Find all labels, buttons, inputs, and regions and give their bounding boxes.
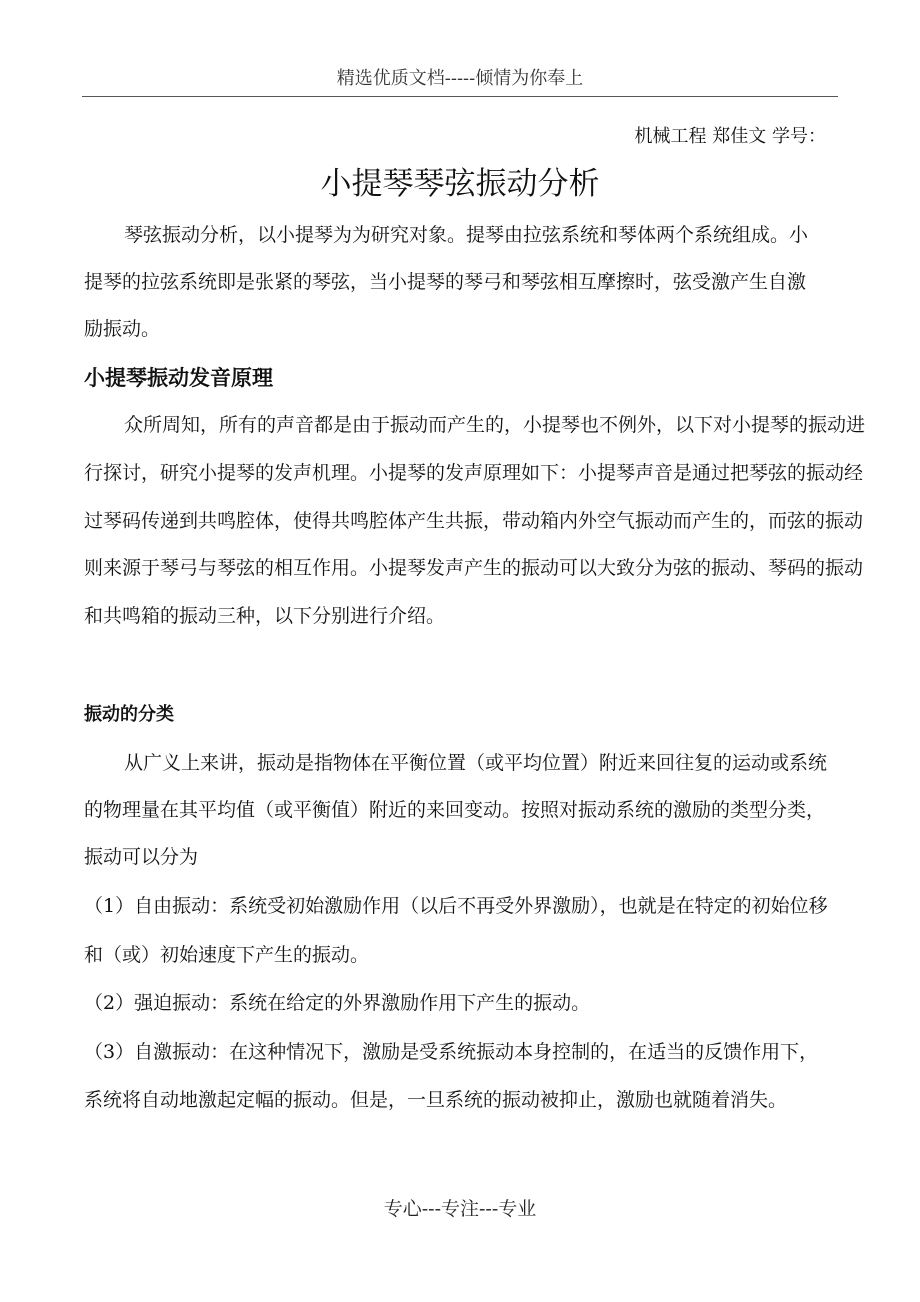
classification-text: 从广义上来讲，振动是指物体在平衡位置（或平均位置）附近来回往复的运动或系统的物理量在其平均值（或平衡值）附近的来回变动。按照对振动系统的激励的类型分类，振动可以分为 bbox=[84, 752, 828, 868]
section-heading-principle: 小提琴振动发音原理 bbox=[84, 366, 273, 390]
list-item-free-vibration: （1）自由振动：系统受初始激励作用（以后不再受外界激励），也就是在特定的初始位移和（或）初始速度下产生的振动。 bbox=[84, 895, 828, 966]
classification-paragraph bbox=[84, 740, 829, 881]
vibration-types-list bbox=[84, 882, 832, 1125]
principle-paragraph bbox=[84, 402, 866, 641]
section-heading-classification: 振动的分类 bbox=[84, 704, 174, 725]
page-header: 精选优质文档-----倾情为你奉上 bbox=[82, 64, 838, 97]
page-footer: 专心---专注---专业 bbox=[383, 1198, 537, 1220]
principle-text: 众所周知，所有的声音都是由于振动而产生的，小提琴也不例外，以下对小提琴的振动进行探讨，研究小提琴的发声机理。小提琴的发声原理如下：小提琴声音是通过把琴弦的振动经过琴码传递到共鸣腔体，使得共鸣腔体产生共振，带动箱内外空气振动而产生的，而弦的振动则来源于琴弓与琴弦的相互作用。小提琴发声产生的振动可以大致分为弦的振动、琴码的振动和共鸣箱的振动三种，以下分别进行介绍。 bbox=[84, 414, 866, 628]
intro-text: 琴弦振动分析，以小提琴为为研究对象。提琴由拉弦系统和琴体两个系统组成。小提琴的拉弦系统即是张紧的琴弦，当小提琴的琴弓和琴弦相互摩擦时，弦受激产生自激励振动。 bbox=[84, 224, 809, 340]
document-title: 小提琴琴弦振动分析 bbox=[320, 166, 600, 202]
list-item-forced-vibration: （2）强迫振动：系统在给定的外界激励作用下产生的振动。 bbox=[84, 992, 591, 1014]
list-item-self-excited-vibration: （3）自激振动：在这种情况下，激励是受系统振动本身控制的，在适当的反馈作用下，系统将自动地激起定幅的振动。但是，一旦系统的振动被抑止，激励也就随着消失。 bbox=[84, 1040, 819, 1111]
intro-paragraph bbox=[84, 212, 824, 353]
author-line: 机械工程 郑佳文 学号： bbox=[634, 126, 826, 147]
